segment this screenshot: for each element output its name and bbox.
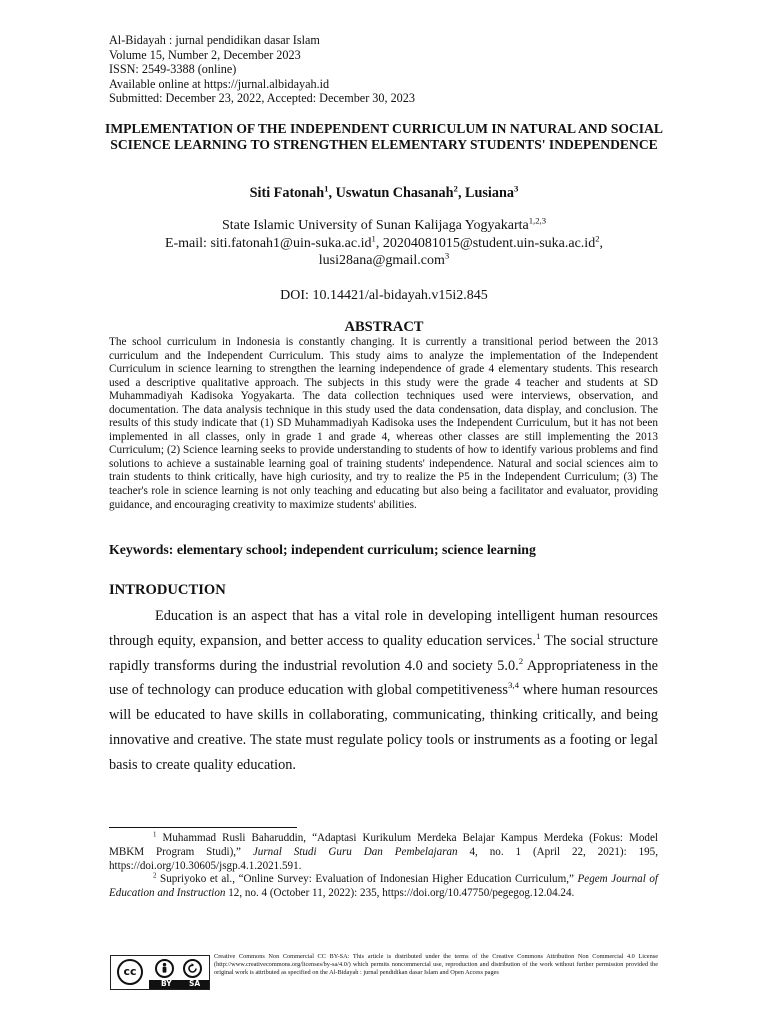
introduction-heading: INTRODUCTION [109,582,226,598]
cc-by-sa-badge[interactable] [110,955,210,990]
email-label: E-mail: [164,235,211,251]
footnote-text: 12, no. 4 (October 11, 2022): 235, https://doi.org/10.47750/pegegog.12.04.24. [225,887,575,900]
journal-issn: ISSN: 2549-3388 (online) [109,62,237,77]
email-sup: 3 [444,250,450,261]
author-list [0,185,768,202]
author-separator: , [328,185,336,201]
institution-name: State Islamic University of Sunan Kalijaga Yogyakarta [221,218,529,233]
footnote-text: 4, no. 1 (April 22, 2021): 195, https://doi.org/10.30605/jsgp.4.1.2021.591. [109,845,658,872]
footnote-ref[interactable]: 2 [518,655,524,666]
author-sup: 3 [513,183,519,194]
paper-title: IMPLEMENTATION OF THE INDEPENDENT CURRICULUM IN NATURAL AND SOCIAL SCIENCE LEARNING TO STRENGTHEN ELEMENTARY STUDENTS' INDEPENDENCE [105,121,663,152]
by-label: BY [161,979,172,988]
author-sup: 2 [453,183,458,194]
email-separator: , [375,235,383,251]
author-name: Lusiana [465,185,514,201]
email-link[interactable]: lusi28ana@gmail.com [318,253,445,268]
affiliation-block [100,217,668,270]
author-name: Uswatun Chasanah [335,185,454,201]
intro-text: where human resources will be educated to have skills in collaborating, communicating, thinking critically, and being innovative and creative. The state must regulate policy tools or instruments as a footing or legal basis to create quality education. [109,682,658,773]
doi[interactable]: DOI: 10.14421/al-bidayah.v15i2.845 [280,288,488,303]
intro-text: Appropriateness in the use of technology can produce education with global competitiveness [109,657,659,699]
license-text: Creative Commons Non Commercial CC BY-SA: This article is distributed under the terms of the Creative Commons Attribution Non Commercial 4.0 License (http://www.creativecommons.org/licenses/by-sa/4.0/) which permits noncommercial use, reproduction and distribution of the work without further permission provided the original work is attributed as specified on the Al-Bidayah : jurnal pendidikan dasar Islam and Open Access pages [214,953,658,977]
email-link[interactable]: siti.fatonah1@uin-suka.ac.id [210,235,372,251]
journal-volume: Volume 15, Number 2, December 2023 [109,47,301,62]
footnote-number: 1 [153,831,157,839]
footnote-journal: Jurnal Studi Guru Dan Pembelajaran [252,845,458,858]
intro-text: Education is an aspect that has a vital role in developing intelligent human resources through equity, expansion, and better access to quality education services. [109,608,658,649]
footnote [109,873,658,901]
sa-label: SA [189,979,201,988]
journal-url: Available online at https://jurnal.albidayah.id [109,76,330,91]
institution [100,217,668,235]
footnote-ref[interactable]: 1 [535,631,541,642]
abstract-heading: ABSTRACT [344,319,424,335]
abstract-body: The school curriculum in Indonesia is constantly changing. It is currently a transitional period between the 2013 curriculum and the Independent Curriculum. This study aims to analyze the implementation of the Independent Curriculum in science learning to strengthen the learning independence of grade 4 elementary students. This research used a descriptive qualitative approach. The subjects in this study were the grade 4 teacher and students at SD Muhammadiyah Kadisoka Yogyakarta. The data collection techniques used were interviews, observation, and documentation. The data analysis technique in this study used the data condensation, data display, and conclusion. The results of this study indicate that (1) SD Muhammadiyah Kadisoka uses the Independent Curriculum, but it has not been implemented in all classes, only in grade 1 and grade 4, whereas other classes are still implementing the 2013 Curriculum; (2) Science learning seeks to provide understanding to students of how to identify various problems and find solutions to achieve a sustainable learning goal of training students' independence. Natural and social sciences aim to train students to think critically, have high curiosity, and try to realize the P5 in the Independent Curriculum; (3) The teacher's role in science learning is not only teaching and educating but also being a facilitator and evaluator, providing guidance, and encouraging creativity to maximize students' abilities. [109,336,658,511]
intro-text: The social structure rapidly transforms during the industrial revolution 4.0 and society 5.0. [109,632,658,674]
footnote-number: 2 [153,872,157,880]
cc-icon: cc [117,959,143,985]
author-separator: , [457,185,466,201]
email-sup: 1 [371,232,376,243]
email-line [100,232,668,253]
footnotes [109,832,658,901]
footnote-divider [109,827,297,828]
institution-sup: 1,2,3 [528,215,547,226]
journal-header [109,33,415,106]
submission-dates: Submitted: December 23, 2022, Accepted: December 30, 2023 [109,91,415,106]
badge-strip [149,980,209,989]
attribution-icon [155,959,174,978]
share-alike-icon [183,959,202,978]
footnote-text: Supriyoko et al., “Online Survey: Evaluation of Indonesian Higher Education Curriculum,” [156,873,578,886]
footnote-text: Muhammad Rusli Baharuddin, “Adaptasi Kurikulum Merdeka Belajar Kampus Merdeka (Fokus: Model MBKM Program Studi),” [109,832,658,858]
license-block [110,955,658,991]
footnote-ref[interactable]: 3,4 [507,680,520,691]
email-sup: 2 [595,232,600,243]
email-link[interactable]: 20204081015@student.uin-suka.ac.id [382,235,596,251]
author-name: Siti Fatonah [249,185,325,201]
email-line [100,252,668,270]
keywords: Keywords: elementary school; independent curriculum; science learning [109,542,536,557]
introduction-paragraph [109,604,658,778]
footnote-journal: Pegem Journal of Education and Instruction [109,873,658,900]
footnote [109,832,658,873]
email-separator: , [599,235,604,251]
author-sup: 1 [324,183,329,194]
journal-name: Al-Bidayah : jurnal pendidikan dasar Islam [109,33,320,47]
